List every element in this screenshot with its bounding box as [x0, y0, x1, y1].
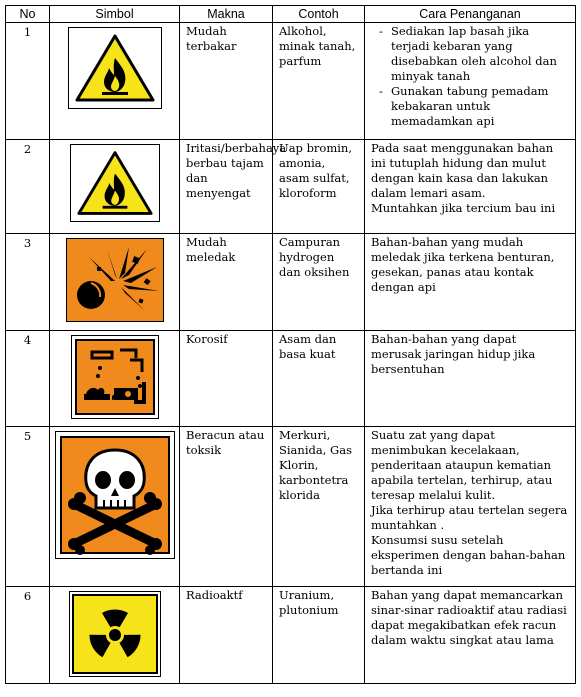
- handling-cell: [365, 427, 576, 587]
- header-example: Contoh: [273, 6, 365, 23]
- symbol-cell: [50, 331, 180, 427]
- table-header-row: [6, 6, 576, 23]
- handling-cell: Bahan yang dapat memancarkan sinar-sinar radioaktif atau radiasi dapat megakibatkan efek racun dalam waktu singkat atau lama: [365, 587, 576, 684]
- example-cell: Uranium, plutonium: [273, 587, 365, 684]
- flammable-hazard-icon: [68, 27, 162, 109]
- symbol-cell: [50, 140, 180, 234]
- header-symbol: Simbol: [50, 6, 180, 23]
- meaning-cell: Beracun atau toksik: [180, 427, 273, 587]
- handling-text: Pada saat menggunakan bahan ini tutuplah hidung dan mulut dengan kain kasa dan lakukan dalam lemari asam.: [371, 141, 554, 200]
- handling-list-item: - Gunakan tabung pemadam kebakaran untuk memadamkan api: [391, 84, 569, 129]
- corrosive-hazard-icon: [71, 335, 159, 419]
- handling-extra-text: Jika terhirup atau tertelan segera muntahkan .: [371, 503, 568, 532]
- symbol-cell: [50, 427, 180, 587]
- example-cell: Asam dan basa kuat: [273, 331, 365, 427]
- handling-text: Suatu zat yang dapat menimbukan kecelakaan, penderitaan ataupun kematian apabila tertelan, terhirup, atau teresap melalui kulit.: [371, 428, 553, 502]
- handling-cell: Bahan-bahan yang dapat merusak jaringan hidup jika bersentuhan: [365, 331, 576, 427]
- header-handling: Cara Penanganan: [365, 6, 576, 23]
- example-cell: Alkohol, minak tanah, parfum: [273, 23, 365, 140]
- table-row: [6, 140, 576, 234]
- row-number: 6: [6, 587, 50, 684]
- symbol-cell: [50, 234, 180, 331]
- example-cell: Merkuri, Sianida, Gas Klorin, karbontetra klorida: [273, 427, 365, 587]
- handling-extra-text: Muntahkan jika tercium bau ini: [371, 201, 556, 215]
- example-cell: Uap bromin, amonia, asam sulfat, kloroform: [273, 140, 365, 234]
- toxic-skull-icon: [55, 431, 175, 559]
- table-row: [6, 23, 576, 140]
- meaning-cell: Iritasi/berbahaya berbau tajam dan menyengat: [180, 140, 273, 234]
- row-number: 2: [6, 140, 50, 234]
- header-no: No: [6, 6, 50, 23]
- explosive-hazard-icon: [66, 238, 164, 322]
- handling-extra-text-2: Konsumsi susu setelah eksperimen dengan bahan-bahan bertanda ini: [371, 533, 566, 577]
- row-number: 4: [6, 331, 50, 427]
- flammable-hazard-icon: [70, 144, 160, 222]
- handling-list-item: - Sediakan lap basah jika terjadi kebaran yang disebabkan oleh alcohol dan minyak tanah: [391, 24, 569, 84]
- row-number: 1: [6, 23, 50, 140]
- example-cell: Campuran hydrogen dan oksihen: [273, 234, 365, 331]
- radioactive-hazard-icon: [69, 591, 161, 677]
- table-row: [6, 234, 576, 331]
- handling-cell: [365, 23, 576, 140]
- hazard-symbols-table: [5, 5, 576, 684]
- symbol-cell: [50, 587, 180, 684]
- meaning-cell: Korosif: [180, 331, 273, 427]
- row-number: 3: [6, 234, 50, 331]
- header-meaning: Makna: [180, 6, 273, 23]
- handling-list: [371, 24, 569, 129]
- table-row: [6, 331, 576, 427]
- meaning-cell: Radioaktf: [180, 587, 273, 684]
- row-number: 5: [6, 427, 50, 587]
- meaning-cell: Mudah terbakar: [180, 23, 273, 140]
- handling-cell: Bahan-bahan yang mudah meledak jika terkena benturan, gesekan, panas atau kontak dengan api: [365, 234, 576, 331]
- table-row: [6, 587, 576, 684]
- symbol-cell: [50, 23, 180, 140]
- meaning-cell: Mudah meledak: [180, 234, 273, 331]
- handling-cell: [365, 140, 576, 234]
- table-row: [6, 427, 576, 587]
